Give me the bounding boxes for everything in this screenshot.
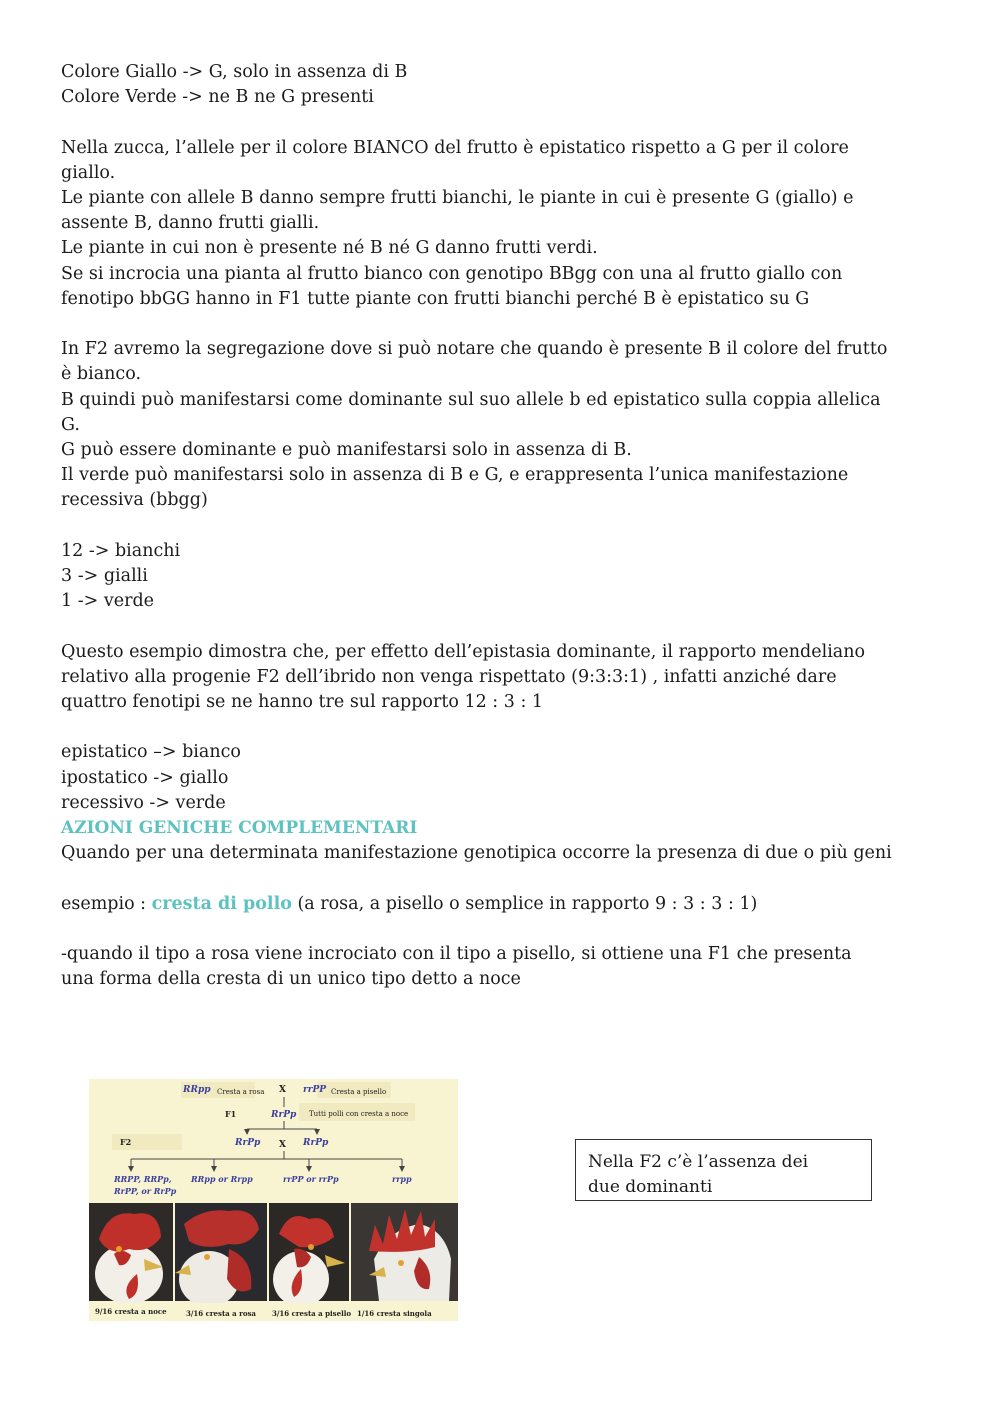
text-line: giallo. — [61, 162, 116, 183]
cross-symbol: X — [279, 1085, 286, 1095]
p2-genotype: rrPP — [303, 1085, 327, 1095]
text-line: In F2 avremo la segregazione dove si può notare che quando è presente B il colore del frutto — [61, 339, 888, 360]
text-line: Nella zucca, l’allele per il colore BIANCO del frutto è epistatico rispetto a G per il colore — [61, 137, 849, 158]
text-line: è bianco. — [61, 364, 142, 385]
text-line: G. — [61, 414, 80, 435]
photo-single-comb — [351, 1203, 458, 1301]
f2-group1-line2: RrPP, or RrPp — [114, 1186, 177, 1196]
text-line: Il verde può manifestarsi solo in assenza di B e G, e erappresenta l’unica manifestazione — [61, 465, 849, 486]
example-prefix: esempio : — [61, 893, 152, 914]
p2-label: Cresta a pisello — [331, 1088, 387, 1096]
body-text — [61, 60, 951, 992]
caption-rose: 3/16 cresta a rosa — [186, 1309, 256, 1318]
text-line: G può essere dominante e può manifestarsi solo in assenza di B. — [61, 440, 632, 461]
p1-label: Cresta a rosa — [217, 1088, 265, 1096]
text-line: una forma della cresta di un unico tipo detto a noce — [61, 969, 521, 990]
f2-group3: rrPP or rrPp — [283, 1174, 339, 1184]
f2-cross-symbol: X — [279, 1140, 286, 1150]
figure-svg — [89, 1079, 458, 1321]
f1-label: F1 — [225, 1109, 237, 1119]
text-line: Se si incrocia una pianta al frutto bianco con genotipo BBgg con una al frutto giallo con — [61, 263, 843, 284]
f2-group1-line1: RRPP, RRPp, — [114, 1174, 172, 1184]
photo-walnut-comb — [89, 1203, 173, 1304]
note-line: due dominanti — [588, 1177, 713, 1197]
ratio-item: 12 -> bianchi — [61, 540, 181, 561]
paragraph-f2 — [61, 337, 951, 513]
f2-right-genotype: RrPp — [303, 1138, 329, 1148]
caption-walnut: 9/16 cresta a noce — [95, 1307, 167, 1316]
text-line: -quando il tipo a rosa viene incrociato con il tipo a pisello, si ottiene una F1 che presenta — [61, 944, 852, 964]
note-line: Nella F2 c’è l’assenza dei — [588, 1152, 809, 1172]
role-item: ipostatico -> giallo — [61, 767, 229, 788]
text-line: Colore Verde -> ne B ne G presenti — [61, 87, 374, 108]
paragraph-epistasia — [61, 640, 951, 716]
ratio-item: 3 -> gialli — [61, 566, 148, 587]
text-line: recessiva (bbgg) — [61, 490, 208, 511]
f1-genotype: RrPp — [271, 1110, 297, 1120]
role-item: recessivo -> verde — [61, 792, 226, 813]
text-line: B quindi può manifestarsi come dominante sul suo allele b ed epistatico sulla coppia allelica — [61, 389, 881, 410]
text-line: Colore Giallo -> G, solo in assenza di B — [61, 62, 408, 82]
f1-desc: Tutti polli con cresta a noce — [309, 1110, 409, 1118]
photo-pea-comb — [269, 1203, 349, 1307]
chicken-comb-figure — [89, 1079, 458, 1321]
text-line: quattro fenotipi se ne hanno tre sul rapporto 12 : 3 : 1 — [61, 692, 544, 713]
role-item: epistatico –> bianco — [61, 742, 241, 763]
ratio-list — [61, 539, 951, 615]
f2-group4: rrpp — [392, 1174, 412, 1184]
caption-single: 1/16 cresta singola — [357, 1309, 432, 1318]
text-line: Le piante con allele B danno sempre frutti bianchi, le piante in cui è presente G (giallo) e — [61, 188, 854, 208]
f2-left-genotype: RrPp — [235, 1138, 261, 1148]
ratio-item: 1 -> verde — [61, 591, 155, 612]
f2-group2: RRpp or Rrpp — [191, 1174, 253, 1184]
paragraph-zucca — [61, 136, 951, 312]
example-line — [61, 892, 951, 917]
example-highlight: cresta di pollo — [151, 893, 292, 914]
p1-genotype: RRpp — [183, 1085, 211, 1095]
text-line: fenotipo bbGG hanno in F1 tutte piante con frutti bianchi perché B è epistatico su G — [61, 288, 810, 309]
role-list — [61, 740, 951, 816]
example-suffix: (a rosa, a pisello o semplice in rapporto 9 : 3 : 3 : 1) — [291, 893, 758, 914]
note-box — [575, 1139, 872, 1201]
caption-pea: 3/16 cresta a pisello — [272, 1309, 352, 1318]
text-line: assente B, danno frutti gialli. — [61, 213, 320, 234]
text-line: Le piante in cui non è presente né B né G danno frutti verdi. — [61, 238, 598, 259]
text-line: relativo alla progenie F2 dell’ibrido non venga rispettato (9:3:3:1) , infatti anziché dare — [61, 666, 837, 687]
section-heading: AZIONI GENICHE COMPLEMENTARI — [61, 818, 418, 839]
photo-rose-comb — [175, 1203, 267, 1307]
text-line: Questo esempio dimostra che, per effetto dell’epistasia dominante, il rapporto mendeliano — [61, 641, 866, 662]
f2-label: F2 — [120, 1137, 132, 1147]
text-line: Quando per una determinata manifestazione genotipica occorre la presenza di due o più geni — [61, 843, 892, 864]
